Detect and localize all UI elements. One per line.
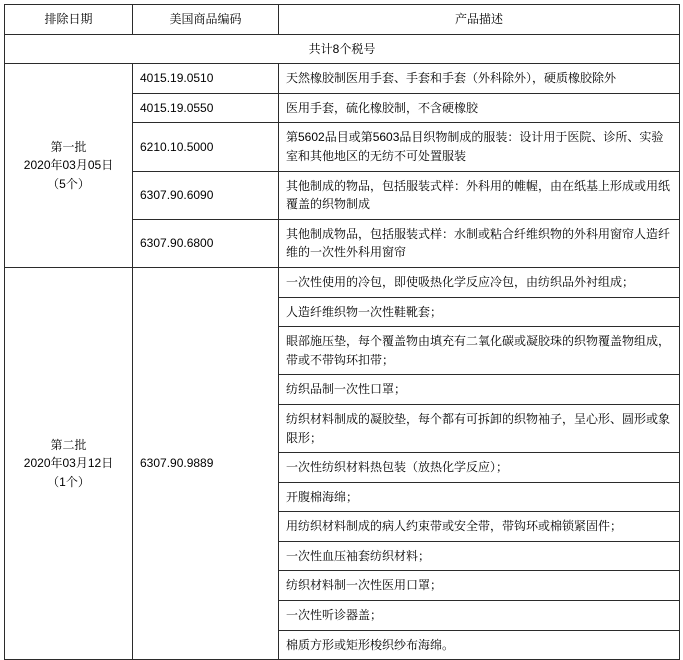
product-description: 一次性听诊器盖；	[279, 601, 680, 631]
column-header-code: 美国商品编码	[133, 5, 279, 35]
product-description: 纺织品制一次性口罩；	[279, 375, 680, 405]
batch-1-name: 第一批	[50, 139, 87, 154]
tariff-exclusion-table	[4, 4, 680, 660]
product-description: 天然橡胶制医用手套、手套和手套（外科除外），硬质橡胶除外	[279, 64, 680, 94]
batch-2-name: 第二批	[50, 437, 87, 452]
product-code: 6307.90.6800	[133, 219, 279, 267]
product-description: 用纺织材料制成的病人约束带或安全带，带钩环或棉锁紧固件；	[279, 512, 680, 542]
batch-1-info	[5, 64, 133, 268]
summary-text: 共计8个税号	[5, 34, 680, 64]
column-header-description: 产品描述	[279, 5, 680, 35]
column-header-date: 排除日期	[5, 5, 133, 35]
product-description: 医用手套，硫化橡胶制，不含硬橡胶	[279, 93, 680, 123]
table-body	[5, 34, 680, 660]
summary-row	[5, 34, 680, 64]
batch-1-count: （5个）	[47, 176, 90, 191]
product-description: 一次性纺织材料热包装（放热化学反应）；	[279, 453, 680, 483]
product-description: 人造纤维织物一次性鞋靴套；	[279, 297, 680, 327]
product-description: 一次性血压袖套纺织材料；	[279, 541, 680, 571]
product-code: 4015.19.0510	[133, 64, 279, 94]
product-description: 一次性使用的冷包，即使吸热化学反应冷包，由纺织品外衬组成；	[279, 267, 680, 297]
product-description: 纺织材料制成的凝胶垫，每个都有可拆卸的织物袖子，呈心形、圆形或象限形；	[279, 404, 680, 452]
product-description: 眼部施压垫，每个覆盖物由填充有二氧化碳或凝胶珠的织物覆盖物组成，带或不带钩环扣带；	[279, 327, 680, 375]
batch-2-count: （1个）	[47, 474, 90, 489]
product-description: 棉质方形或矩形梭织纱布海绵。	[279, 630, 680, 660]
batch-1-date: 2020年03月05日	[23, 158, 114, 173]
product-description: 其他制成物品，包括服装式样：水制或粘合纤维织物的外科用窗帘人造纤维的一次性外科用窗帘	[279, 219, 680, 267]
table-row	[5, 64, 680, 94]
product-code: 6307.90.9889	[133, 267, 279, 659]
product-description: 纺织材料制一次性医用口罩；	[279, 571, 680, 601]
table-header	[5, 5, 680, 35]
product-code: 4015.19.0550	[133, 93, 279, 123]
batch-2-date: 2020年03月12日	[23, 456, 114, 471]
product-code: 6210.10.5000	[133, 123, 279, 171]
table-header-row	[5, 5, 680, 35]
product-description: 其他制成的物品，包括服装式样：外科用的帷幄，由在纸基上形成或用纸覆盖的织物制成	[279, 171, 680, 219]
product-description: 第5602品目或第5603品目织物制成的服装：设计用于医院、诊所、实验室和其他地区的无纺不可处置服装	[279, 123, 680, 171]
batch-2-info	[5, 267, 133, 659]
table-row	[5, 267, 680, 297]
product-code: 6307.90.6090	[133, 171, 279, 219]
product-description: 开腹棉海绵；	[279, 482, 680, 512]
